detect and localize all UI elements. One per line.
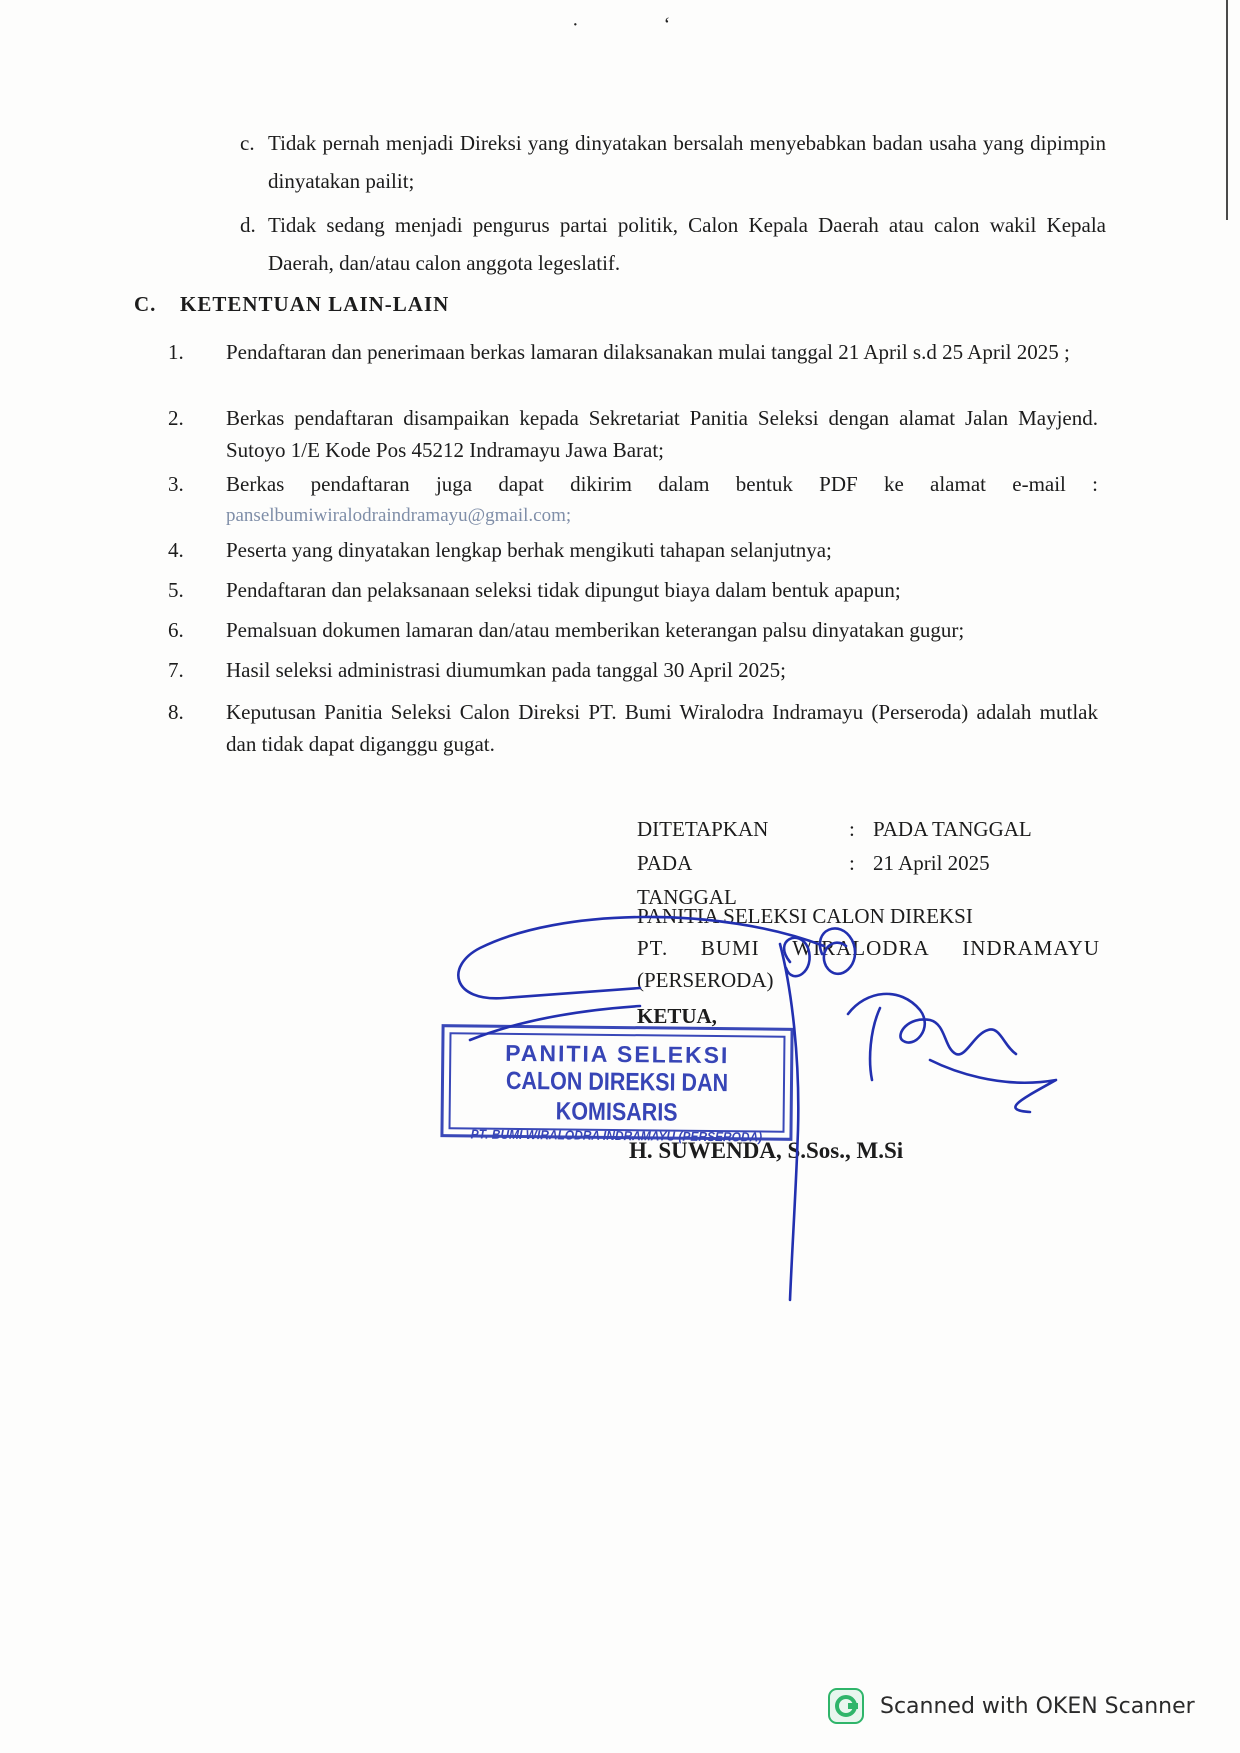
item-text: Keputusan Panitia Seleksi Calon Direksi PT. Bumi Wiralodra Indramayu (Perseroda) adalah mutlak dan tidak dapat diganggu gugat. bbox=[226, 700, 1098, 756]
stamp-line-2: CALON DIREKSI DAN KOMISARIS bbox=[505, 1066, 729, 1127]
item-text: Pendaftaran dan pelaksanaan seleksi tidak dipungut biaya dalam bentuk apapun; bbox=[226, 578, 901, 602]
item-text: Hasil seleksi administrasi diumumkan pada tanggal 30 April 2025; bbox=[226, 658, 786, 682]
sub-item-text: Tidak pernah menjadi Direksi yang dinyatakan bersalah menyebabkan badan usaha yang dipimpin dinyatakan pailit; bbox=[268, 131, 1106, 193]
list-item bbox=[168, 696, 1108, 760]
signature-stroke-tail bbox=[930, 1060, 1056, 1112]
committee-line-2 bbox=[637, 932, 1100, 964]
tanggal-label: PADA TANGGAL bbox=[637, 851, 737, 909]
item-number: 3. bbox=[168, 472, 184, 496]
colon: : bbox=[849, 817, 855, 841]
committee-word: PT. bbox=[637, 936, 669, 960]
item-text: Berkas pendaftaran juga dapat dikirim dalam bentuk PDF ke alamat e-mail : bbox=[226, 472, 1098, 496]
tanggal-value: 21 April 2025 bbox=[873, 851, 990, 875]
committee-word: BUMI bbox=[700, 936, 760, 960]
item-number: 4. bbox=[168, 538, 184, 562]
colon: : bbox=[849, 851, 855, 875]
stamp-line-3: PT. BUMI WIRALODRA INDRAMAYU (PERSERODA) bbox=[470, 1126, 763, 1145]
committee-name bbox=[637, 900, 1100, 996]
committee-line-3: (PERSERODA) bbox=[637, 968, 774, 992]
item-text: Peserta yang dinyatakan lengkap berhak mengikuti tahapan selanjutnya; bbox=[226, 538, 832, 562]
list-item bbox=[168, 336, 1108, 400]
committee-word: INDRAMAYU bbox=[962, 936, 1100, 960]
official-stamp bbox=[440, 1024, 793, 1145]
sub-item-text: Tidak sedang menjadi pengurus partai politik, Calon Kepala Daerah atau calon wakil Kepala Daerah, dan/atau calon anggota legeslatif. bbox=[268, 213, 1106, 275]
item-number: 7. bbox=[168, 658, 184, 682]
oken-scanner-logo-icon bbox=[828, 1688, 864, 1724]
signer-name: H. SUWENDA, S.Sos., M.Si bbox=[629, 1138, 904, 1163]
item-number: 1. bbox=[168, 340, 184, 364]
ditetapkan-label: DITETAPKAN bbox=[637, 817, 769, 841]
email-link[interactable]: panselbumiwiralodraindramayu@gmail.com; bbox=[226, 505, 572, 526]
list-item bbox=[168, 468, 1108, 532]
scanner-watermark bbox=[828, 1688, 1195, 1724]
item-number: 5. bbox=[168, 578, 184, 602]
item-number: 6. bbox=[168, 618, 184, 642]
sub-item-letter: d. bbox=[240, 213, 256, 237]
committee-word: WIRALODRA bbox=[792, 936, 930, 960]
item-number: 8. bbox=[168, 700, 184, 724]
item-text: Berkas pendaftaran disampaikan kepada Sekretariat Panitia Seleksi dengan alamat Jalan Mayjend. Sutoyo 1/E Kode Pos 45212 Indramayu Jawa Barat; bbox=[226, 406, 1098, 462]
list-item bbox=[168, 402, 1108, 466]
section-letter: C. bbox=[134, 292, 157, 316]
item-number: 2. bbox=[168, 406, 184, 430]
ditetapkan-value: PADA TANGGAL bbox=[873, 817, 1032, 841]
item-text: Pendaftaran dan penerimaan berkas lamaran dilaksanakan mulai tanggal 21 April s.d 25 April 2025 ; bbox=[226, 340, 1070, 364]
section-title: KETENTUAN LAIN-LAIN bbox=[180, 292, 450, 316]
sub-item-letter: c. bbox=[240, 131, 255, 155]
signer-role: KETUA, bbox=[637, 1004, 717, 1028]
committee-line-1: PANITIA SELEKSI CALON DIREKSI bbox=[637, 904, 973, 928]
signature-stroke-flourish bbox=[848, 994, 1016, 1055]
signature-stroke-drop bbox=[870, 1008, 880, 1080]
scan-edge-line bbox=[1226, 0, 1228, 220]
scanner-label: Scanned with OKEN Scanner bbox=[880, 1693, 1195, 1719]
stamp-line-1: PANITIA SELEKSI bbox=[505, 1039, 730, 1069]
section-heading bbox=[134, 292, 449, 317]
item-text: Pemalsuan dokumen lamaran dan/atau memberikan keterangan palsu dinyatakan gugur; bbox=[226, 618, 965, 642]
stamp-inner-border bbox=[449, 1032, 786, 1145]
scan-specks: · ‘ bbox=[572, 14, 711, 36]
